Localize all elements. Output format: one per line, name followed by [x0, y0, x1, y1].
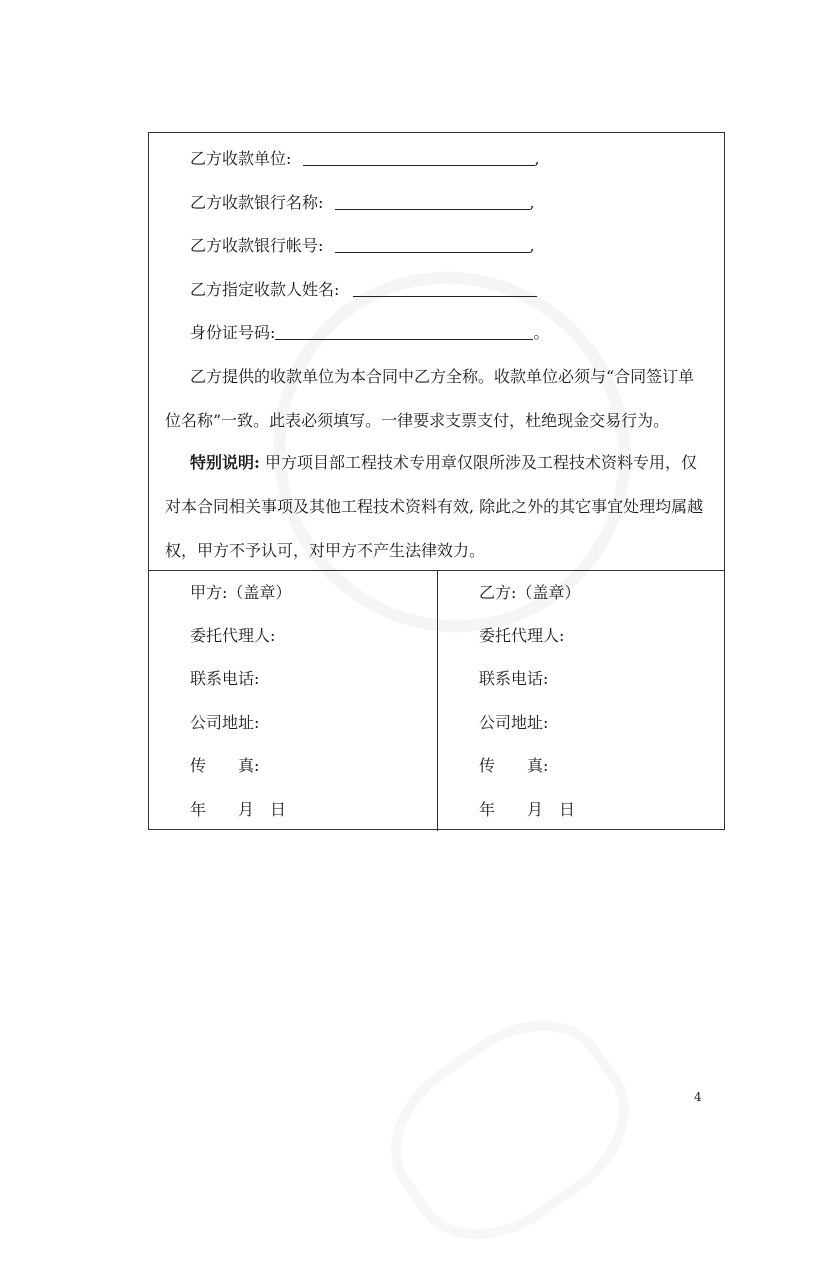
party-a-fax: 传 真: [190, 756, 260, 775]
receiving-unit-row [190, 149, 540, 169]
receiving-unit-blank[interactable] [303, 149, 535, 166]
bank-account-blank[interactable] [335, 236, 530, 253]
bank-account-label: 乙方收款银行帐号: [190, 236, 324, 255]
note-line-1-text: 乙方提供的收款单位为本合同中乙方全称。收款单位必须与“合同签订单 [190, 367, 695, 386]
receiving-unit-label: 乙方收款单位: [190, 149, 292, 168]
watermark-seal-bottom [360, 987, 660, 1272]
id-number-row [190, 323, 549, 343]
note-paragraph [165, 367, 717, 431]
bank-name-label: 乙方收款银行名称: [190, 193, 324, 212]
page-number: 4 [694, 1090, 702, 1104]
party-b-signature-column [438, 571, 726, 831]
payment-section [149, 133, 724, 571]
id-number-suffix: 。 [533, 323, 550, 342]
party-a-address: 公司地址: [190, 713, 260, 732]
special-note-paragraph [165, 453, 717, 561]
receiving-unit-suffix: , [534, 149, 540, 168]
payment-info-table [148, 132, 725, 830]
bank-account-row [190, 236, 535, 256]
party-b-address: 公司地址: [479, 713, 549, 732]
special-note-line-1 [165, 453, 717, 473]
payee-name-label: 乙方指定收款人姓名: [190, 280, 340, 299]
id-number-label: 身份证号码: [190, 323, 276, 342]
party-b-phone: 联系电话: [479, 669, 549, 688]
bank-account-suffix: , [529, 236, 535, 255]
bank-name-row [190, 193, 535, 213]
party-a-agent: 委托代理人: [190, 626, 276, 645]
party-a-date: 年 月 日 [190, 800, 287, 819]
party-a-seal: 甲方:（盖章） [190, 583, 292, 602]
party-b-date: 年 月 日 [479, 800, 576, 819]
special-note-line-3: 权，甲方不予认可，对甲方不产生法律效力。 [165, 541, 486, 560]
special-note-line-2: 对本合同相关事项及其他工程技术资料有效, 除此之外的其它事宜处理均属越 [165, 497, 704, 516]
signature-section [149, 570, 724, 831]
party-b-seal: 乙方:（盖章） [479, 583, 581, 602]
note-line-2: 位名称”一致。此表必须填写。一律要求支票支付，杜绝现金交易行为。 [165, 411, 670, 430]
bank-name-blank[interactable] [335, 193, 530, 210]
note-line-1 [165, 367, 717, 387]
special-note-line-1-text: 甲方项目部工程技术专用章仅限所涉及工程技术资料专用，仅 [259, 453, 698, 472]
party-b-agent: 委托代理人: [479, 626, 565, 645]
party-b-fax: 传 真: [479, 756, 549, 775]
payee-name-blank[interactable] [353, 280, 537, 297]
party-a-phone: 联系电话: [190, 669, 260, 688]
party-a-signature-column [149, 571, 437, 831]
id-number-blank[interactable] [275, 323, 533, 340]
bank-name-suffix: , [529, 193, 535, 212]
special-note-heading: 特别说明: [190, 453, 260, 472]
payee-name-row [190, 280, 537, 300]
